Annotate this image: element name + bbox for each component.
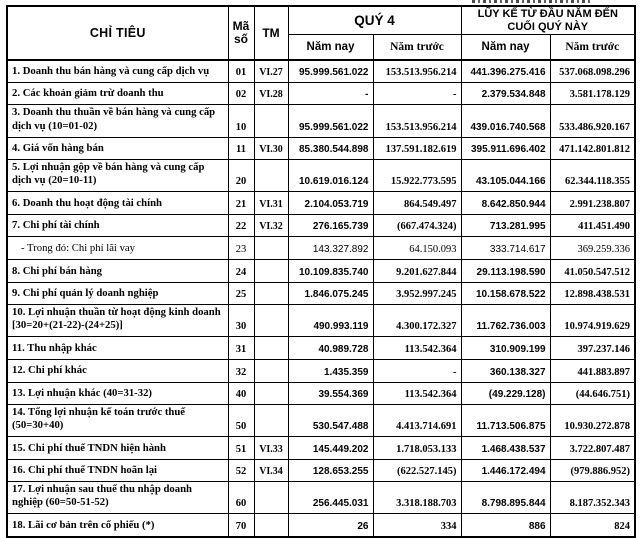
- header-tm: TM: [254, 6, 288, 60]
- cell-tm: VI.33: [254, 437, 288, 460]
- cell-label: 14. Tổng lợi nhuận kế toán trước thuế (50=30+40): [7, 405, 228, 437]
- cell-q4-now: 10.619.016.124: [288, 160, 373, 192]
- header-row-groups: [7, 6, 635, 35]
- cell-q4-prev: (667.474.324): [373, 214, 461, 237]
- cell-ytd-prev: 3.722.807.487: [550, 437, 635, 460]
- cell-code: 21: [228, 192, 254, 215]
- cell-code: 01: [228, 60, 254, 83]
- cell-ytd-now: 441.396.275.416: [461, 60, 550, 83]
- cell-code: 60: [228, 482, 254, 514]
- cell-ytd-now: 2.379.534.848: [461, 82, 550, 105]
- cell-tm: VI.34: [254, 459, 288, 482]
- cell-code: 02: [228, 82, 254, 105]
- cell-q4-now: -: [288, 82, 373, 105]
- table-row: [7, 359, 635, 382]
- cell-tm: VI.30: [254, 137, 288, 160]
- cell-tm: [254, 405, 288, 437]
- cell-ytd-prev: 10.930.272.878: [550, 405, 635, 437]
- cell-ytd-now: 11.762.736.003: [461, 305, 550, 337]
- table-row: [7, 337, 635, 360]
- cell-ytd-prev: 441.883.897: [550, 359, 635, 382]
- table-row: [7, 437, 635, 460]
- cell-tm: [254, 482, 288, 514]
- cell-q4-now: 1.846.075.245: [288, 282, 373, 305]
- header-q4-nam-nay: Năm nay: [288, 35, 373, 60]
- cell-code: 11: [228, 137, 254, 160]
- cell-ytd-now: (49.229.128): [461, 382, 550, 405]
- cell-ytd-prev: 369.259.336: [550, 237, 635, 260]
- table-row: [7, 214, 635, 237]
- cell-ytd-now: 886: [461, 514, 550, 537]
- table-row: [7, 105, 635, 137]
- cell-tm: [254, 305, 288, 337]
- header-ytd-nam-truoc: Năm trước: [550, 35, 635, 60]
- table-row: [7, 137, 635, 160]
- cell-label: 11. Thu nhập khác: [7, 337, 228, 360]
- cell-label: 17. Lợi nhuận sau thuế thu nhập doanh nghiệp (60=50-51-52): [7, 482, 228, 514]
- cropped-text-artifact: [472, 0, 590, 3]
- cell-code: 70: [228, 514, 254, 537]
- cell-q4-now: 256.445.031: [288, 482, 373, 514]
- cell-code: 23: [228, 237, 254, 260]
- cell-ytd-now: 29.113.198.590: [461, 260, 550, 283]
- cell-q4-now: 2.104.053.719: [288, 192, 373, 215]
- cell-code: 52: [228, 459, 254, 482]
- cell-q4-prev: (622.527.145): [373, 459, 461, 482]
- cell-q4-now: 145.449.202: [288, 437, 373, 460]
- cell-ytd-now: 43.105.044.166: [461, 160, 550, 192]
- table-body: [7, 60, 635, 537]
- cell-q4-prev: 4.413.714.691: [373, 405, 461, 437]
- header-ytd-nam-nay: Năm nay: [461, 35, 550, 60]
- cell-tm: VI.27: [254, 60, 288, 83]
- cell-tm: [254, 160, 288, 192]
- cell-code: 31: [228, 337, 254, 360]
- cell-code: 22: [228, 214, 254, 237]
- table-row: [7, 237, 635, 260]
- cell-tm: [254, 359, 288, 382]
- cell-label: 8. Chi phí bán hàng: [7, 260, 228, 283]
- cell-label: 1. Doanh thu bán hàng và cung cấp dịch vụ: [7, 60, 228, 83]
- cell-code: 30: [228, 305, 254, 337]
- cell-ytd-now: 1.468.438.537: [461, 437, 550, 460]
- cell-label: 16. Chi phí thuế TNDN hoãn lại: [7, 459, 228, 482]
- cell-ytd-prev: 3.581.178.129: [550, 82, 635, 105]
- cell-code: 24: [228, 260, 254, 283]
- cell-q4-prev: -: [373, 82, 461, 105]
- header-group-luy-ke: LŨY KẾ TỪ ĐẦU NĂM ĐẾN CUỐI QUÝ NÀY: [461, 6, 635, 35]
- cell-q4-prev: 64.150.093: [373, 237, 461, 260]
- cell-code: 25: [228, 282, 254, 305]
- cell-code: 20: [228, 160, 254, 192]
- table-row: [7, 82, 635, 105]
- cell-ytd-now: 11.713.506.875: [461, 405, 550, 437]
- cell-ytd-now: 10.158.678.522: [461, 282, 550, 305]
- cell-ytd-prev: (44.646.751): [550, 382, 635, 405]
- cell-ytd-prev: 41.050.547.512: [550, 260, 635, 283]
- cell-tm: VI.32: [254, 214, 288, 237]
- cell-label: - Trong đó: Chi phí lãi vay: [7, 237, 228, 260]
- cell-ytd-prev: 471.142.801.812: [550, 137, 635, 160]
- cell-q4-prev: 3.952.997.245: [373, 282, 461, 305]
- table-row: [7, 405, 635, 437]
- cell-ytd-now: 8.798.895.844: [461, 482, 550, 514]
- cell-label: 3. Doanh thu thuần về bán hàng và cung cấp dịch vụ (10=01-02): [7, 105, 228, 137]
- cell-ytd-prev: 10.974.919.629: [550, 305, 635, 337]
- cell-ytd-now: 1.446.172.494: [461, 459, 550, 482]
- cell-q4-now: 10.109.835.740: [288, 260, 373, 283]
- cell-q4-prev: 864.549.497: [373, 192, 461, 215]
- cell-q4-prev: 113.542.364: [373, 337, 461, 360]
- cell-ytd-now: 8.642.850.944: [461, 192, 550, 215]
- cell-q4-prev: 1.718.053.133: [373, 437, 461, 460]
- cell-tm: [254, 260, 288, 283]
- cell-ytd-now: 310.909.199: [461, 337, 550, 360]
- table-row: [7, 305, 635, 337]
- cell-q4-now: 26: [288, 514, 373, 537]
- cell-ytd-prev: 411.451.490: [550, 214, 635, 237]
- cell-ytd-prev: 8.187.352.343: [550, 482, 635, 514]
- cell-q4-prev: 4.300.172.327: [373, 305, 461, 337]
- cell-tm: [254, 337, 288, 360]
- cell-label: 5. Lợi nhuận gộp về bán hàng và cung cấp dịch vụ (20=10-11): [7, 160, 228, 192]
- cell-ytd-prev: 533.486.920.167: [550, 105, 635, 137]
- cell-code: 50: [228, 405, 254, 437]
- table-row: [7, 192, 635, 215]
- cell-label: 7. Chi phí tài chính: [7, 214, 228, 237]
- table-row: [7, 482, 635, 514]
- cell-q4-now: 95.999.561.022: [288, 105, 373, 137]
- cell-ytd-prev: 12.898.438.531: [550, 282, 635, 305]
- cell-ytd-now: 360.138.327: [461, 359, 550, 382]
- cell-q4-now: 40.989.728: [288, 337, 373, 360]
- cell-ytd-prev: 2.991.238.807: [550, 192, 635, 215]
- cell-q4-now: 39.554.369: [288, 382, 373, 405]
- cell-label: 6. Doanh thu hoạt động tài chính: [7, 192, 228, 215]
- income-statement-table: [6, 5, 636, 538]
- cell-q4-prev: -: [373, 359, 461, 382]
- cell-q4-prev: 334: [373, 514, 461, 537]
- cell-label: 18. Lãi cơ bản trên cổ phiếu (*): [7, 514, 228, 537]
- cell-label: 12. Chi phí khác: [7, 359, 228, 382]
- cell-q4-prev: 3.318.188.703: [373, 482, 461, 514]
- cell-ytd-prev: 824: [550, 514, 635, 537]
- table-row: [7, 260, 635, 283]
- cell-ytd-now: 439.016.740.568: [461, 105, 550, 137]
- table-row: [7, 160, 635, 192]
- cell-label: 10. Lợi nhuận thuần từ hoạt động kinh doanh [30=20+(21-22)-(24+25)]: [7, 305, 228, 337]
- cell-label: 13. Lợi nhuận khác (40=31-32): [7, 382, 228, 405]
- cell-ytd-prev: (979.886.952): [550, 459, 635, 482]
- cell-tm: [254, 105, 288, 137]
- header-group-quy-4: QUÝ 4: [288, 6, 461, 35]
- cell-ytd-now: 395.911.696.402: [461, 137, 550, 160]
- cell-q4-now: 128.653.255: [288, 459, 373, 482]
- cell-q4-prev: 137.591.182.619: [373, 137, 461, 160]
- cell-tm: [254, 237, 288, 260]
- cell-label: 2. Các khoản giảm trừ doanh thu: [7, 82, 228, 105]
- header-chi-tieu: CHỈ TIÊU: [7, 6, 228, 60]
- cell-ytd-now: 333.714.617: [461, 237, 550, 260]
- cell-q4-now: 276.165.739: [288, 214, 373, 237]
- header-q4-nam-truoc: Năm trước: [373, 35, 461, 60]
- cell-label: 9. Chi phí quản lý doanh nghiệp: [7, 282, 228, 305]
- cell-q4-now: 85.380.544.898: [288, 137, 373, 160]
- header-ma-so: Mã số: [228, 6, 254, 60]
- cell-tm: VI.31: [254, 192, 288, 215]
- cell-q4-now: 530.547.488: [288, 405, 373, 437]
- cell-ytd-now: 713.281.995: [461, 214, 550, 237]
- table-row: [7, 282, 635, 305]
- cell-tm: [254, 514, 288, 537]
- table-header: [7, 6, 635, 60]
- cell-tm: [254, 382, 288, 405]
- cell-q4-prev: 15.922.773.595: [373, 160, 461, 192]
- cell-q4-prev: 113.542.364: [373, 382, 461, 405]
- cell-q4-prev: 153.513.956.214: [373, 105, 461, 137]
- table-row: [7, 60, 635, 83]
- cell-ytd-prev: 62.344.118.355: [550, 160, 635, 192]
- cell-q4-now: 1.435.359: [288, 359, 373, 382]
- cell-q4-prev: 153.513.956.214: [373, 60, 461, 83]
- cell-q4-now: 143.327.892: [288, 237, 373, 260]
- cell-q4-now: 95.999.561.022: [288, 60, 373, 83]
- cell-tm: VI.28: [254, 82, 288, 105]
- cell-q4-prev: 9.201.627.844: [373, 260, 461, 283]
- cell-code: 32: [228, 359, 254, 382]
- table-row: [7, 382, 635, 405]
- table-row: [7, 459, 635, 482]
- cell-code: 51: [228, 437, 254, 460]
- cell-code: 40: [228, 382, 254, 405]
- cell-label: 4. Giá vốn hàng bán: [7, 137, 228, 160]
- cell-ytd-prev: 537.068.098.296: [550, 60, 635, 83]
- cell-ytd-prev: 397.237.146: [550, 337, 635, 360]
- table-row: [7, 514, 635, 537]
- cell-label: 15. Chi phí thuế TNDN hiện hành: [7, 437, 228, 460]
- cell-q4-now: 490.993.119: [288, 305, 373, 337]
- cell-code: 10: [228, 105, 254, 137]
- cell-tm: [254, 282, 288, 305]
